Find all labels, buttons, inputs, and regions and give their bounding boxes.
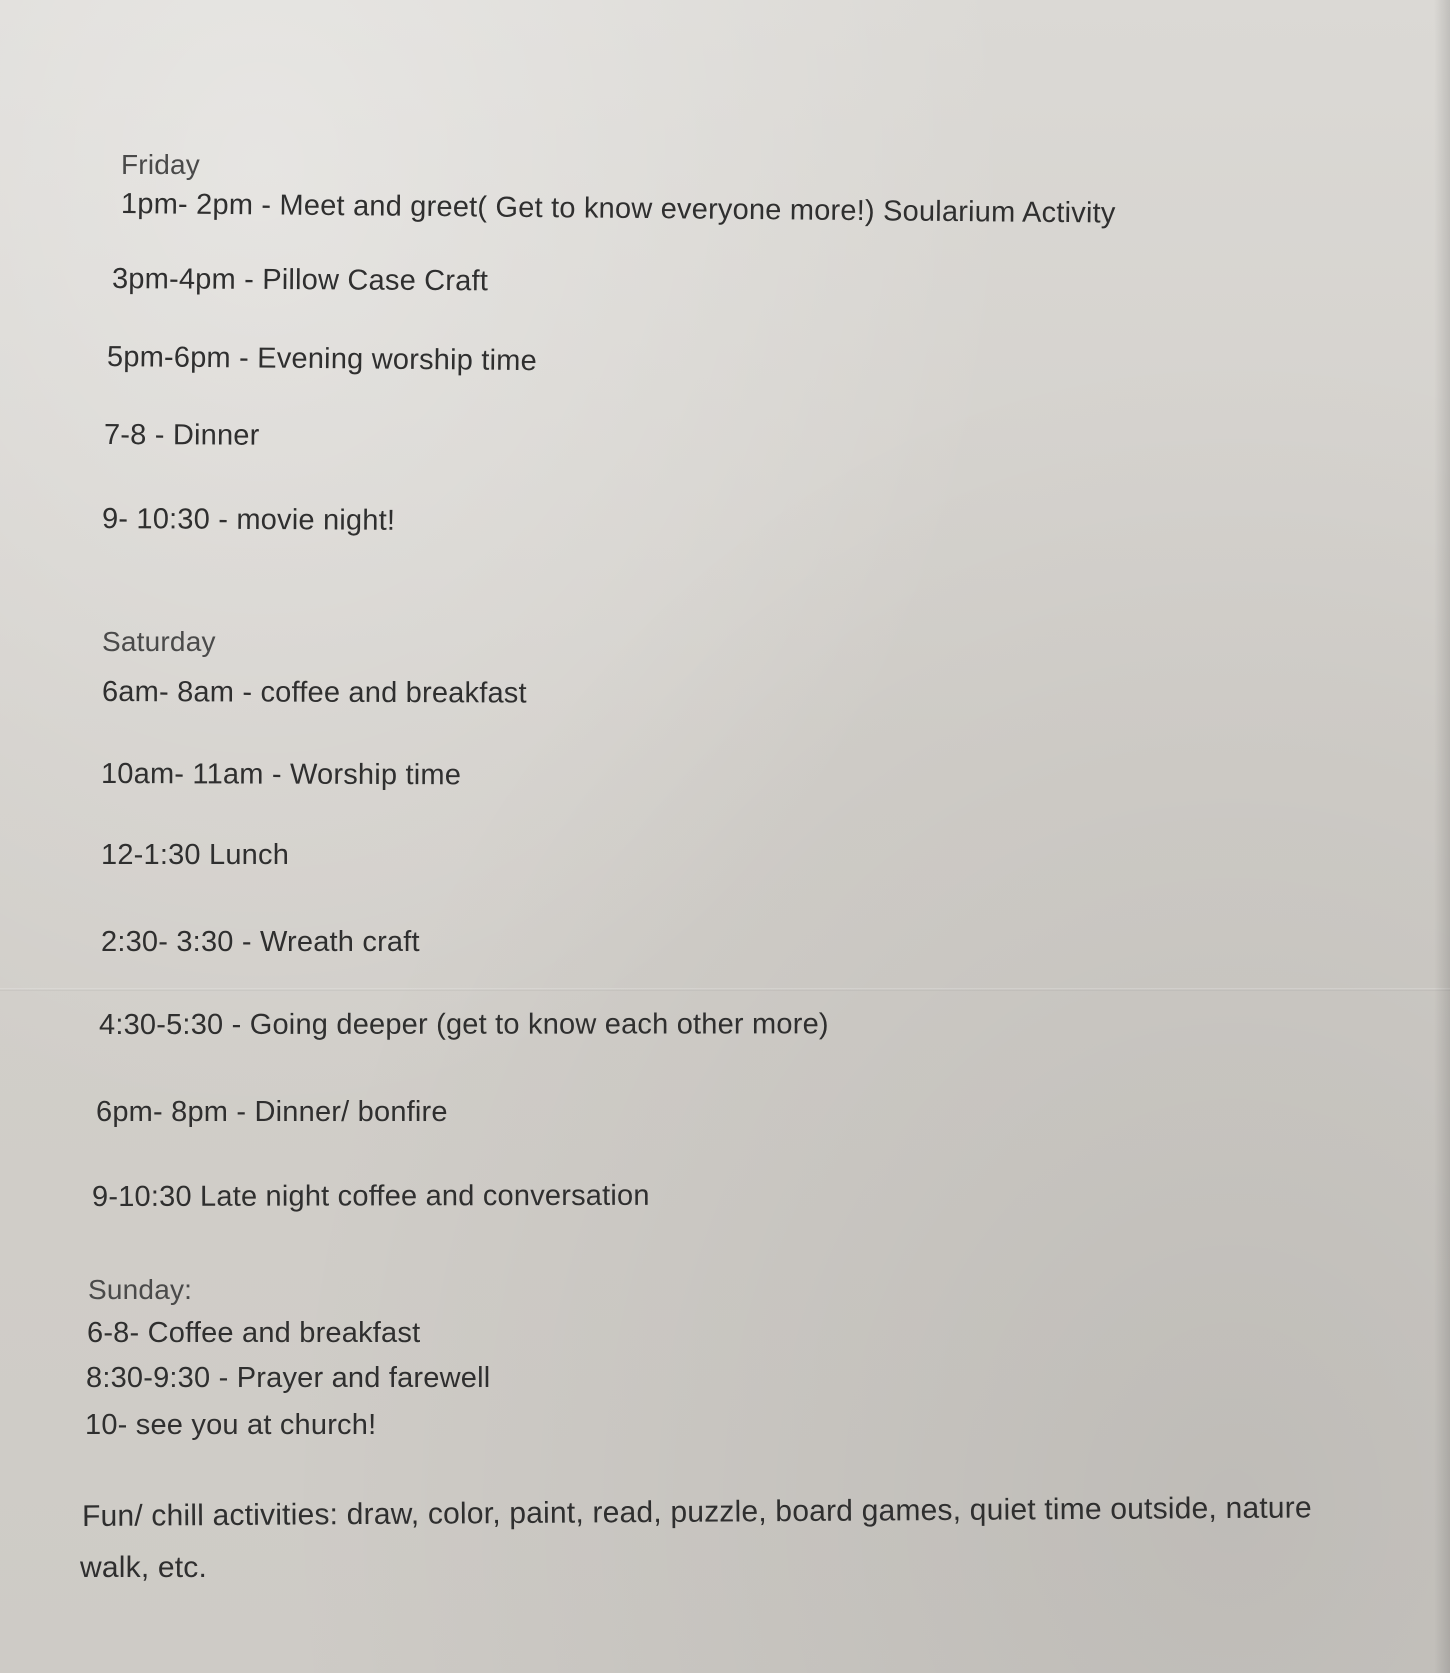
friday-item-pillow-craft: 3pm-4pm - Pillow Case Craft: [111, 263, 489, 298]
friday-item-meet-greet: 1pm- 2pm - Meet and greet( Get to know everyone more!) Soularium Activity: [120, 188, 1116, 230]
saturday-item-going-deeper: 4:30-5:30 - Going deeper (get to know each other more): [98, 1008, 829, 1041]
paper-edge-shadow: [1434, 0, 1450, 1673]
paper-fold-line: [0, 988, 1450, 991]
friday-item-movie-night: 9- 10:30 - movie night!: [101, 503, 396, 537]
activities-line-1: Fun/ chill activities: draw, color, paint, read, puzzle, board games, quiet time outside, nature: [81, 1491, 1312, 1533]
friday-heading: Friday: [121, 149, 200, 180]
friday-item-dinner: 7-8 - Dinner: [103, 419, 260, 452]
saturday-item-coffee-breakfast: 6am- 8am - coffee and breakfast: [101, 676, 527, 710]
sunday-item-coffee-breakfast: 6-8- Coffee and breakfast: [87, 1317, 421, 1349]
friday-item-evening-worship: 5pm-6pm - Evening worship time: [106, 341, 538, 378]
sunday-item-prayer-farewell: 8:30-9:30 - Prayer and farewell: [86, 1362, 491, 1394]
activities-line-2: walk, etc.: [80, 1551, 208, 1584]
saturday-item-dinner-bonfire: 6pm- 8pm - Dinner/ bonfire: [96, 1096, 448, 1128]
saturday-item-worship: 10am- 11am - Worship time: [100, 758, 462, 792]
saturday-item-wreath-craft: 2:30- 3:30 - Wreath craft: [101, 926, 420, 958]
saturday-heading: Saturday: [102, 626, 216, 657]
saturday-item-late-night: 9-10:30 Late night coffee and conversation: [91, 1179, 650, 1213]
sunday-item-church: 10- see you at church!: [85, 1409, 377, 1441]
saturday-item-lunch: 12-1:30 Lunch: [101, 839, 290, 871]
sunday-heading: Sunday:: [88, 1274, 193, 1305]
